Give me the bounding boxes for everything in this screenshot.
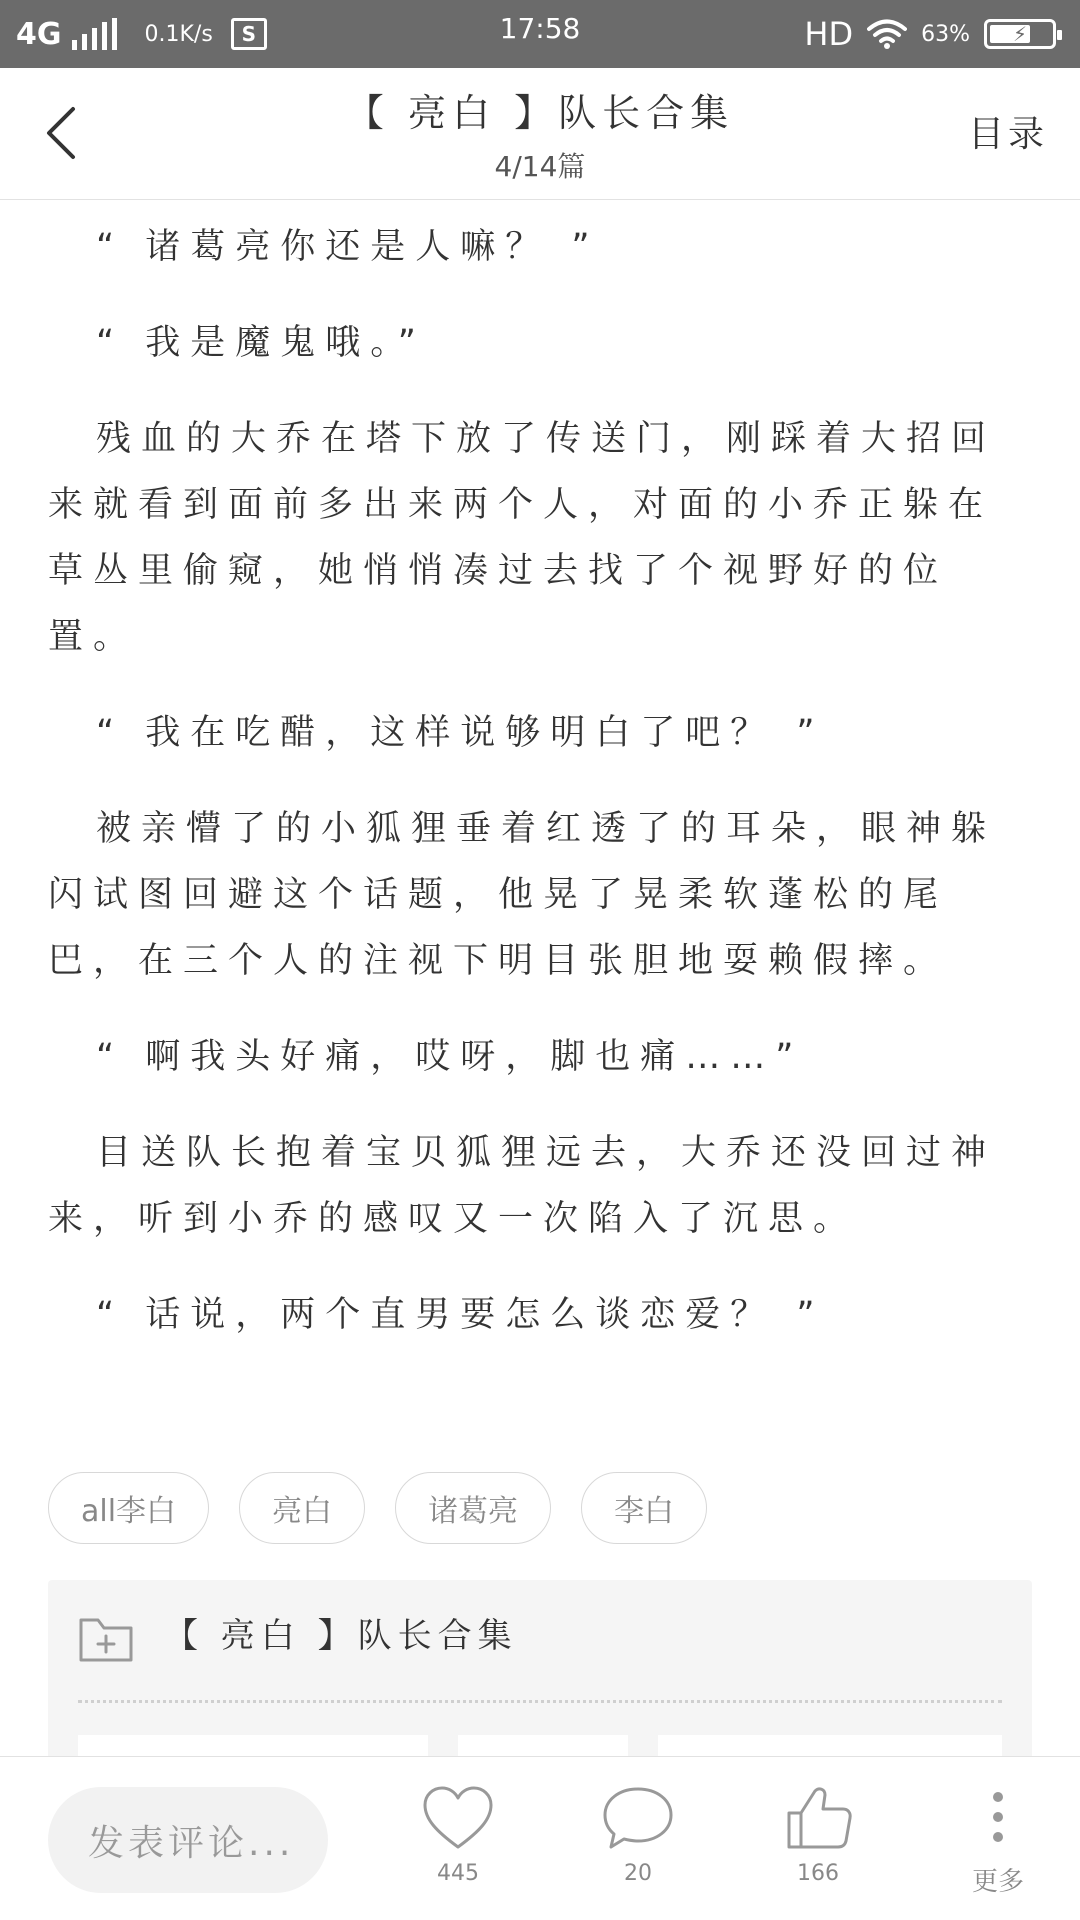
like-count: 445: [437, 1861, 479, 1886]
paragraph: 被亲懵了的小狐狸垂着红透了的耳朵，眼神躲闪试图回避这个话题，他晃了晃柔软蓬松的尾巴，在三个人的注视下明目张胆地耍赖假摔。: [48, 809, 997, 981]
paragraph: “ 话说，两个直男要怎么谈恋爱？ ”: [96, 1295, 825, 1335]
battery-icon: ⚡: [984, 19, 1056, 49]
tag-chip[interactable]: 亮白: [239, 1472, 365, 1544]
tag-chip[interactable]: all李白: [48, 1472, 209, 1544]
status-bar: [0, 0, 1080, 68]
hd-indicator: HD: [804, 15, 854, 53]
article-body: [48, 214, 1008, 1378]
recommend-count: 166: [797, 1861, 839, 1886]
wifi-icon: [867, 18, 907, 50]
top-nav: [0, 68, 1080, 200]
tag-chip[interactable]: 李白: [581, 1472, 707, 1544]
title-box: [240, 82, 840, 185]
network-speed: 0.1K/s: [144, 21, 213, 47]
tag-chip[interactable]: 诸葛亮: [395, 1472, 551, 1544]
comment-bubble-icon: [601, 1785, 675, 1851]
paragraph: “ 我在吃醋，这样说够明白了吧？ ”: [96, 713, 825, 753]
comment-input[interactable]: 发表评论...: [48, 1787, 328, 1893]
comment-count: 20: [624, 1861, 652, 1886]
toc-button[interactable]: 目录: [967, 114, 1048, 155]
divider: [78, 1700, 1002, 1703]
chevron-left-icon: [43, 105, 77, 161]
page-counter: 4/14篇: [494, 150, 586, 183]
paragraph: “ 啊我头好痛，哎呀，脚也痛……”: [96, 1037, 804, 1077]
heart-icon: [421, 1785, 495, 1851]
more-label: 更多: [971, 1867, 1024, 1897]
paragraph: 残血的大乔在塔下放了传送门，刚踩着大招回来就看到面前多出来两个人，对面的小乔正躲在草丛里偷窥，她悄悄凑过去找了个视野好的位置。: [48, 419, 997, 657]
page-title: 【 亮白 】队长合集: [345, 91, 735, 135]
bottom-action-bar: [0, 1756, 1080, 1920]
paragraph: “ 我是魔鬼哦。”: [96, 323, 426, 363]
network-type: 4G: [16, 16, 62, 52]
folder-add-icon[interactable]: [78, 1616, 134, 1664]
status-right: [804, 0, 1056, 68]
screenshot-icon: S: [231, 18, 267, 50]
collection-card[interactable]: [48, 1580, 1032, 1760]
more-button[interactable]: [938, 1785, 1058, 1898]
collection-title: 【 亮白 】队长合集: [164, 1616, 518, 1656]
tag-list: [48, 1472, 707, 1544]
back-button[interactable]: [30, 98, 90, 168]
recommend-button[interactable]: [758, 1785, 878, 1886]
clock: 17:58: [499, 12, 581, 45]
comment-button[interactable]: [578, 1785, 698, 1886]
battery-percent: 63%: [921, 21, 970, 47]
paragraph: “ 诸葛亮你还是人嘛？ ”: [96, 227, 600, 267]
paragraph: 目送队长抱着宝贝狐狸远去，大乔还没回过神来，听到小乔的感叹又一次陷入了沉思。: [48, 1133, 997, 1239]
more-vertical-icon: [961, 1785, 1035, 1851]
like-button[interactable]: [398, 1785, 518, 1886]
thumbs-up-icon: [781, 1785, 855, 1851]
